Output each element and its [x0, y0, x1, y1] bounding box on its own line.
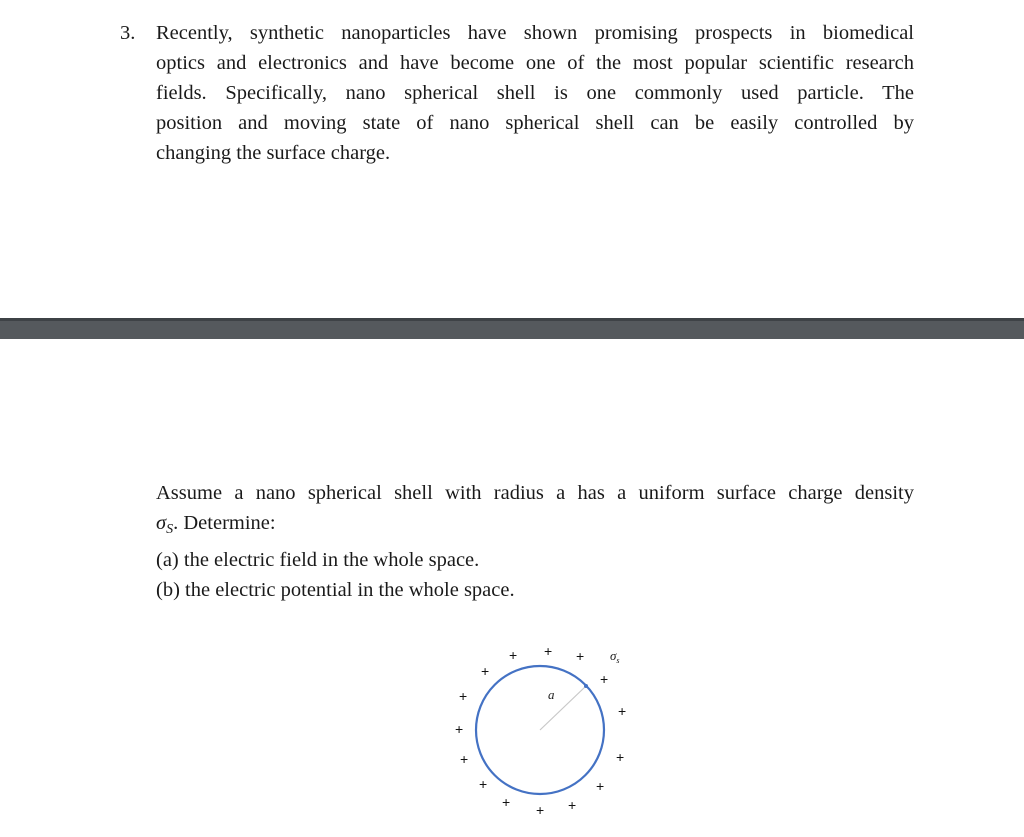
surface-charges [455, 643, 626, 818]
plus-sign: + [616, 749, 625, 765]
intro-line: fields. Specifically, nano spherical shell is one commonly used particle. The [156, 82, 914, 104]
task-line: $\sigma_S$. Determine: [156, 512, 276, 537]
task-statement [156, 478, 914, 605]
plus-sign: + [600, 671, 609, 687]
sigma-symbol: $\sigma_S$ [156, 512, 174, 537]
plus-sign: + [502, 794, 511, 810]
problem-intro [156, 18, 914, 168]
radius-line [540, 686, 586, 730]
plus-sign: + [596, 778, 605, 794]
plus-sign: + [455, 721, 464, 737]
problem-section [0, 0, 1024, 318]
plus-sign: + [618, 703, 627, 719]
page-divider [0, 318, 1024, 339]
intro-line: optics and electronics and have become one of the most popular scientific research [156, 52, 914, 74]
task-part-b: (b) the electric potential in the whole space. [156, 579, 515, 601]
task-part-a: (a) the electric field in the whole space. [156, 549, 480, 571]
intro-line: Recently, synthetic nanoparticles have shown promising prospects in biomedical [156, 22, 914, 44]
shell-diagram [440, 630, 650, 830]
radius-endpoint [584, 684, 588, 688]
plus-sign: + [479, 776, 488, 792]
density-label: $\sigma_s$ [610, 648, 620, 665]
plus-sign: + [509, 647, 518, 663]
plus-sign: + [568, 797, 577, 813]
shell-figure [440, 630, 650, 830]
plus-sign: + [460, 751, 469, 767]
intro-line: position and moving state of nano spherical shell can be easily controlled by [156, 112, 914, 134]
plus-sign: + [536, 802, 545, 818]
plus-sign: + [544, 643, 553, 659]
problem-number: 3. [120, 22, 136, 44]
plus-sign: + [481, 663, 490, 679]
plus-sign: + [459, 688, 468, 704]
radius-label: a [548, 687, 555, 702]
task-line: Assume a nano spherical shell with radius a has a uniform surface charge density [156, 482, 914, 504]
plus-sign: + [576, 648, 585, 664]
intro-line: changing the surface charge. [156, 142, 391, 164]
